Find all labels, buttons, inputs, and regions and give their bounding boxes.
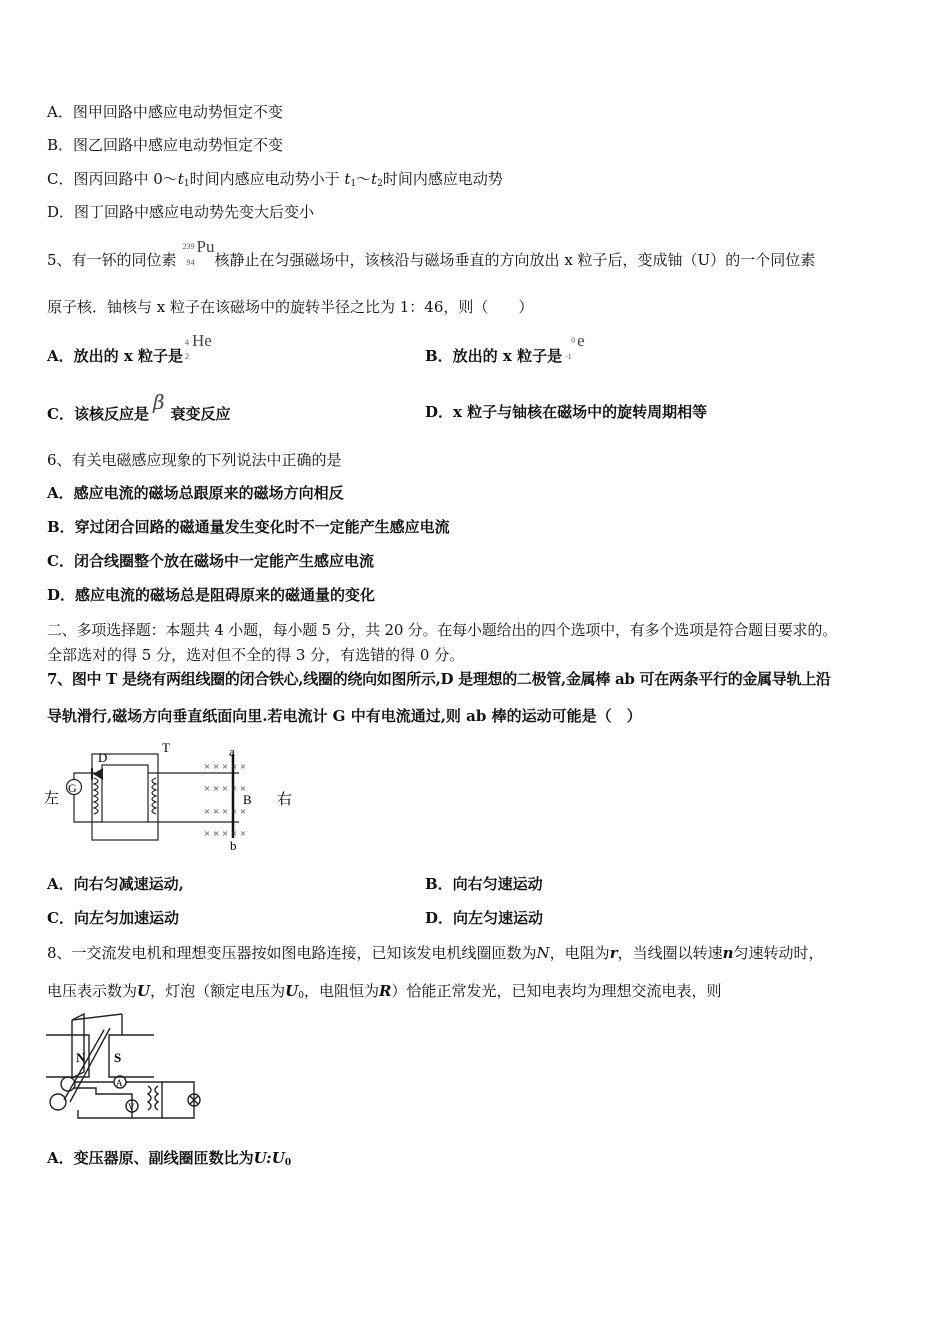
q5-option-d: D．x 粒子与铀核在磁场中的旋转周期相等 [425, 403, 708, 421]
label-a: a [229, 744, 235, 759]
label-n: N [76, 1050, 86, 1065]
var: t [371, 170, 378, 188]
text: ～ [356, 170, 372, 188]
q4-option-a: A．图甲回路中感应电动势恒定不变 [47, 103, 283, 121]
symbol: He [192, 331, 212, 350]
sub: 2 [377, 179, 383, 189]
label-right: 右 [277, 792, 293, 808]
text: ）恰能正常发光，已知电表均为理想交流电表，则 [391, 982, 722, 1000]
text: C．图丙回路中 0～ [47, 170, 178, 188]
text: 8、一交流发电机和理想变压器按如图电路连接，已知该发电机线圈匝数为 [47, 944, 537, 962]
text: 时间内感应电动势小于 [189, 170, 345, 188]
svg-text:× × × × ×: × × × × × [204, 828, 247, 840]
he-isotope [183, 331, 221, 363]
beta-symbol: β [152, 390, 165, 414]
q5-stem-line2: 原子核．铀核与 x 粒子在该磁场中的旋转半径之比为 1：46，则（ ） [47, 298, 534, 316]
q6-option-c: C．闭合线圈整个放在磁场中一定能产生感应电流 [47, 552, 374, 570]
z: 2 [185, 352, 190, 361]
q7-stem-line2: 导轨滑行,磁场方向垂直纸面向里.若电流计 G 中有电流通过,则 ab 棒的运动可能是（ ） [47, 707, 642, 725]
z: -1 [565, 352, 572, 361]
galvanometer-label: G [68, 781, 77, 795]
text: B．放出的 x 粒子是 [425, 347, 563, 365]
q6-stem: 6、有关电磁感应现象的下列说法中正确的是 [47, 451, 342, 469]
var: t [344, 170, 351, 188]
text: 匀速转动时， [733, 944, 824, 962]
q5-options-cd [47, 390, 708, 424]
q5-options-ab [47, 331, 585, 366]
svg-text:× × × × ×: × × × × × [204, 783, 247, 795]
sub: 1 [183, 179, 190, 189]
text: C．该核反应是 [47, 405, 149, 423]
z: 94 [186, 258, 195, 267]
q7-option-c: C．向左匀加速运动 [47, 909, 179, 927]
text: A．变压器原、副线圈匝数比为 [47, 1149, 254, 1167]
text: 衰变反应 [170, 405, 231, 423]
electron [562, 331, 600, 363]
label-s: S [114, 1050, 122, 1065]
var: t [177, 170, 184, 188]
q8-stem [47, 943, 824, 963]
text: ，当线圈以转速 [617, 944, 723, 962]
sub: 0 [284, 1158, 292, 1168]
label-b: b [230, 838, 237, 853]
label-left: 左 [44, 791, 60, 807]
text: 5、有一钚的同位素 [47, 251, 177, 269]
pu-isotope [177, 237, 215, 267]
symbol: Pu [196, 237, 215, 256]
voltmeter-label: V [128, 1102, 135, 1112]
q7-options-cd [47, 908, 544, 928]
q7-options-ab [47, 874, 543, 894]
text: 时间内感应电动势 [382, 170, 503, 188]
q6-option-a: A．感应电流的磁场总跟原来的磁场方向相反 [47, 484, 344, 502]
label-d: D [98, 750, 108, 765]
sub: 0 [298, 991, 304, 1001]
text: A．放出的 x 粒子是 [47, 347, 184, 365]
q5-option-b [425, 331, 600, 366]
q8-stem-line2 [47, 981, 721, 1006]
magnetic-field-crosses [204, 761, 246, 840]
text: ，灯泡（额定电压为 [150, 982, 286, 1000]
q4-option-c [47, 169, 503, 194]
text: 核静止在匀强磁场中，该核沿与磁场垂直的方向放出 x 粒子后，变成铀（U）的一个同位素 [214, 251, 816, 269]
q7-circuit-figure [44, 742, 304, 854]
label-b-field: B [243, 792, 252, 807]
q5-option-c [47, 390, 231, 423]
svg-text:× × × × ×: × × × × × [204, 806, 247, 818]
section2-heading-line2: 全部选对的得 5 分，选对但不全的得 3 分，有选错的得 0 分。 [47, 646, 465, 664]
mass: 239 [182, 242, 195, 251]
q6-option-b: B．穿过闭合回路的磁通量发生变化时不一定能产生感应电流 [47, 518, 450, 536]
q7-option-b: B．向右匀速运动 [425, 875, 543, 893]
q4-option-d: D．图丁回路中感应电动势先变大后变小 [47, 203, 315, 221]
text: 电压表示数为 [47, 982, 138, 1000]
mass: 4 [185, 338, 190, 347]
q6-option-d: D．感应电流的磁场总是阻碍原来的磁通量的变化 [47, 586, 376, 604]
section2-heading: 二、多项选择题：本题共 4 小题，每小题 5 分，共 20 分。在每小题给出的四个选项中，有多个选项是符合题目要求的。 [47, 621, 837, 639]
var: U [137, 982, 151, 1000]
q5-option-a [47, 331, 221, 365]
q7-option-d: D．向左匀速运动 [425, 909, 544, 927]
q8-option-a [47, 1148, 291, 1173]
text: ，电阻恒为 [303, 982, 379, 1000]
var: N [536, 944, 550, 962]
symbol: e [577, 331, 585, 350]
var: R [378, 982, 392, 1000]
q4-option-b: B．图乙回路中感应电动势恒定不变 [47, 136, 284, 154]
ratio: U:U [253, 1149, 285, 1167]
var: r [609, 944, 618, 962]
svg-text:× × × × ×: × × × × × [204, 761, 247, 773]
var: n [722, 944, 734, 962]
var: U [285, 982, 299, 1000]
q7-option-a: A．向右匀减速运动, [47, 875, 184, 893]
sub: 1 [350, 179, 357, 189]
ammeter-label: A [116, 1078, 123, 1088]
q5-stem [47, 237, 816, 270]
mass: 0 [571, 336, 576, 345]
text: ，电阻为 [549, 944, 610, 962]
q8-generator-figure [44, 1010, 214, 1126]
q7-stem: 7、图中 T 是绕有两组线圈的闭合铁心,线圈的绕向如图所示,D 是理想的二极管,金属棒 ab 可在两条平行的金属导轨上沿 [47, 670, 831, 688]
label-t: T [162, 742, 170, 755]
